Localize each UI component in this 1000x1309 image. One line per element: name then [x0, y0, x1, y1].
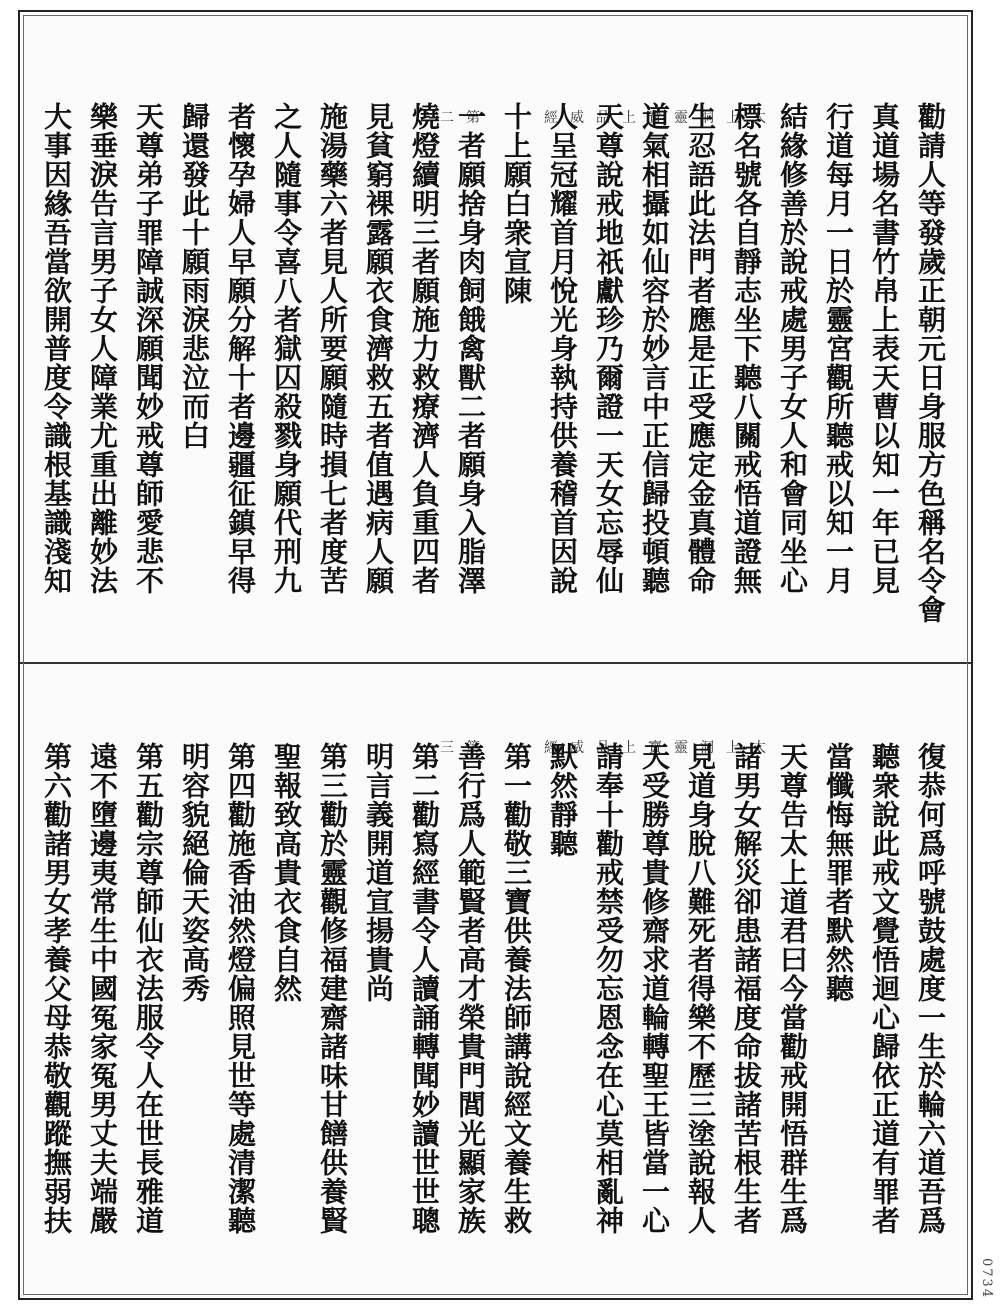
top-text-column: 大事因緣吾當欲開普度令識根基識淺知	[40, 102, 73, 595]
bottom-text-column: 第四勸施香油然燈偏照見世等處清潔聽	[224, 742, 257, 1235]
top-text-column: 之人隨事令喜八者獄囚殺戮身願代刑九	[270, 102, 303, 595]
page-divider	[20, 662, 971, 664]
top-text-column: 勸請人等發歲正朝元日身服方色稱名令會	[914, 102, 947, 624]
top-text-column: 人呈冠耀首月悅光身執持供養稽首因說	[546, 102, 579, 595]
bottom-text-column: 見道身脫八難死者得樂不歷三塗說報人	[684, 742, 717, 1235]
bottom-text-column: 第五勸宗尊師仙衣法服令人在世長雅道	[132, 742, 165, 1235]
bottom-text-column: 第三勸於靈觀修福建齋諸味甘饍供養賢	[316, 742, 349, 1235]
top-text-column: 行道每月一日於靈宮觀所聽戒以知一月	[822, 102, 855, 595]
bottom-text-column: 天受勝尊貴修齋求道輪轉聖王皆當一心	[638, 742, 671, 1235]
top-text-column: 施湯藥六者見人所要願隨時損七者度苦	[316, 102, 349, 595]
top-text-column: 歸還發此十願雨淚悲泣而白	[178, 102, 211, 450]
top-text-columns	[36, 102, 950, 647]
bottom-text-column: 默然靜聽	[546, 742, 579, 858]
bottom-text-column: 第六勸諸男女孝養父母恭敬觀蹤撫弱扶	[40, 742, 73, 1235]
bottom-text-column: 聽衆說此戒文覺悟迴心歸依正道有罪者	[868, 742, 901, 1235]
top-text-column: 樂垂淚告言男子女人障業尤重出離妙法	[86, 102, 119, 595]
top-page-header: 二第 經威品上寶靈洞上太	[440, 110, 778, 126]
top-text-column: 結緣修善於說戒處男子女人和會同坐心	[776, 102, 809, 595]
page-number: 0734	[979, 1257, 994, 1299]
bottom-text-column: 遠不墮邊夷常生中國冤家冤男丈夫端嚴	[86, 742, 119, 1235]
top-text-column: 燒燈續明三者願施力救療濟人負重四者	[408, 102, 441, 595]
bottom-text-column: 諸男女解災卻患諸福度命拔諸苦根生者	[730, 742, 763, 1235]
bottom-text-column: 天尊告太上道君曰今當勸戒開悟群生爲	[776, 742, 809, 1235]
bottom-text-column: 第一勸敬三寶供養法師講說經文養生救	[500, 742, 533, 1235]
top-text-column: 道氣相攝如仙容於妙言中正信歸投頓聽	[638, 102, 671, 595]
top-half-page	[40, 102, 950, 647]
top-text-column: 生忍語此法門者應是正受應定金真體命	[684, 102, 717, 595]
bottom-text-column: 明容貌絕倫天姿高秀	[178, 742, 211, 1003]
bottom-text-column: 請奉十勸戒禁受勿忘恩念在心莫相亂神	[592, 742, 625, 1235]
bottom-text-column: 第二勸寫經書令人讀誦轉聞妙讀世世聰	[408, 742, 441, 1235]
top-text-column: 者懷孕婦人早願分解十者邊疆征鎮早得	[224, 102, 257, 595]
top-text-column: 天尊說戒地祇獻珍乃爾證一天女忘辱仙	[592, 102, 625, 595]
sutra-page	[18, 10, 973, 1300]
bottom-text-column: 復恭何爲呼號鼓處度一生於輪六道吾爲	[914, 742, 947, 1235]
top-text-column: 十上願白衆宣陳	[500, 102, 533, 305]
bottom-half-page	[40, 742, 950, 1287]
top-text-column: 標名號各自靜志坐下聽八關戒悟道證無	[730, 102, 763, 595]
bottom-text-column: 聖報致高貴衣食自然	[270, 742, 303, 1003]
bottom-text-column: 當懺悔無罪者默然聽	[822, 742, 855, 1003]
top-text-column: 真道場名書竹帛上表天曹以知一年已見	[868, 102, 901, 595]
top-text-column: 一者願捨身肉飼餓禽獸二者願身入脂澤	[454, 102, 487, 595]
top-text-column: 見貧窮裸露願衣食濟救五者值遇病人願	[362, 102, 395, 595]
bottom-text-columns	[36, 742, 950, 1287]
top-text-column: 天尊弟子罪障誠深願聞妙戒尊師愛悲不	[132, 102, 165, 595]
bottom-text-column: 善行爲人範賢者高才榮貴門閭光顯家族	[454, 742, 487, 1235]
bottom-page-header: 三第 經威品上寶靈洞上太	[440, 740, 778, 756]
bottom-text-column: 明言義開道宣揚貴尚	[362, 742, 395, 1003]
